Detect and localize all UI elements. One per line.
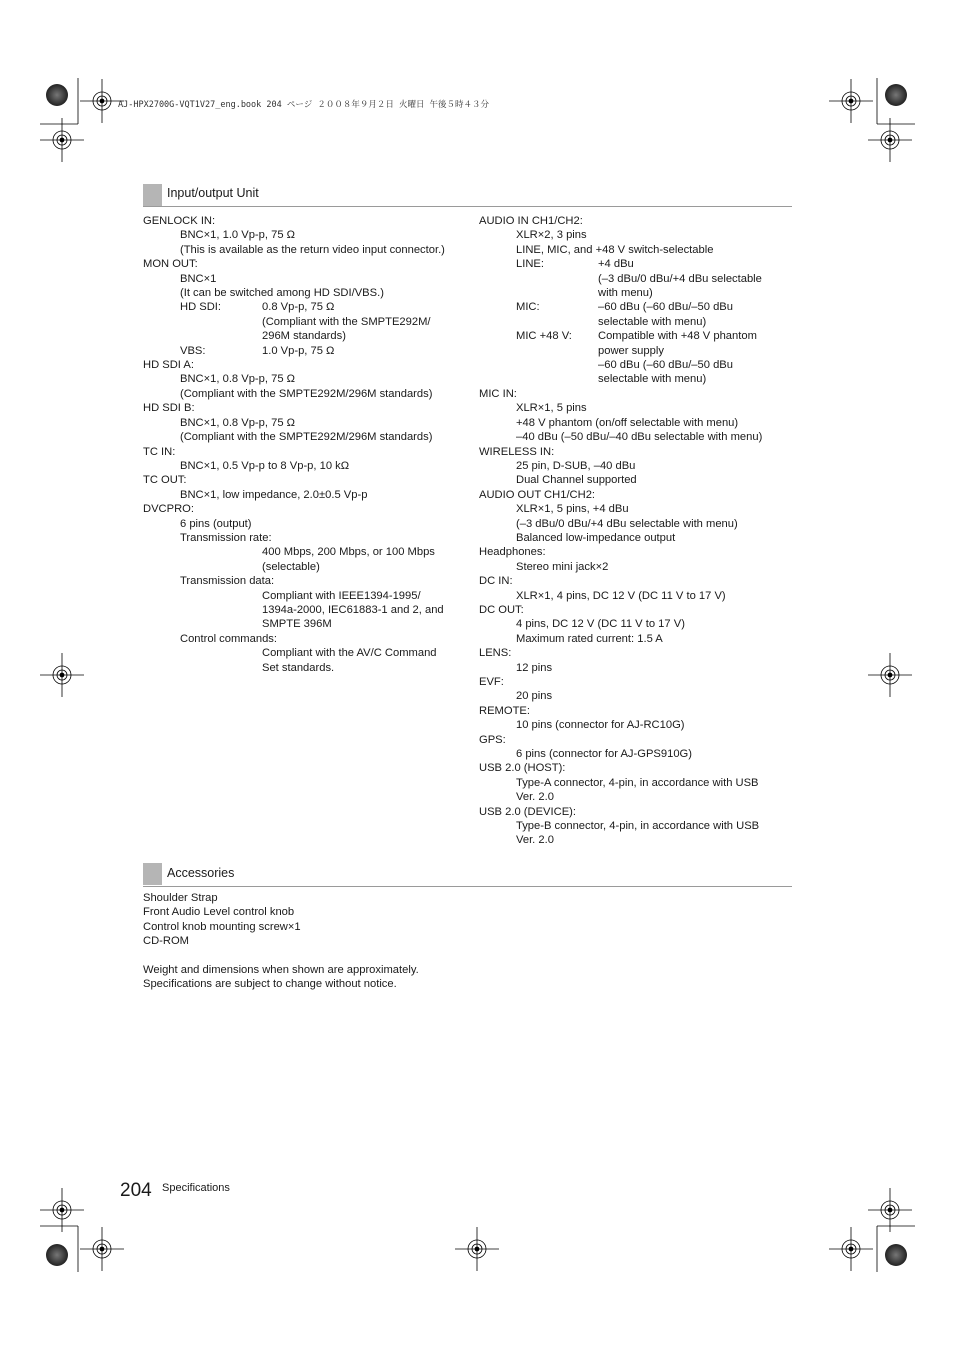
color-target-icon: [885, 84, 907, 106]
spec-subvalue-line: +4 dBu: [598, 258, 634, 271]
spec-heading: LENS:: [479, 647, 512, 660]
spec-value: BNC×1, 0.5 Vp-p to 8 Vp-p, 10 kΩ: [180, 459, 350, 472]
spec-sublabel: MIC:: [516, 301, 540, 314]
spec-value: +48 V phantom (on/off selectable with menu): [516, 416, 739, 429]
spec-heading: EVF:: [479, 676, 504, 688]
print-header: AJ-HPX2700G-VQT1V27_eng.book 204 ページ ２００８年９月２日 火曜日 午後５時４３分: [118, 100, 490, 110]
spec-heading: MON OUT:: [143, 258, 198, 271]
spec-subvalue-line: selectable with menu): [598, 373, 707, 386]
trim-lines: [40, 78, 915, 1272]
spec-heading: WIRELESS IN:: [479, 445, 555, 458]
spec-subvalue-line: Compatible with +48 V phantom: [598, 330, 757, 343]
spec-value: 4 pins, DC 12 V (DC 11 V to 17 V): [516, 618, 685, 631]
accessory-line: Front Audio Level control knob: [143, 906, 295, 919]
spec-value: Ver. 2.0: [516, 834, 554, 847]
spec-heading: GPS:: [479, 733, 506, 746]
spec-value: BNC×1: [180, 272, 217, 285]
spec-value: 6 pins (output): [180, 517, 252, 530]
spec-subvalue-line: power supply: [598, 344, 664, 357]
spec-subvalue-line: 1.0 Vp-p, 75 Ω: [262, 344, 335, 357]
spec-value: XLR×2, 3 pins: [516, 229, 587, 242]
color-target-icon: [885, 1244, 907, 1266]
spec-value: 20 pins: [516, 690, 553, 703]
spec-subvalue-line: (selectable): [262, 560, 320, 573]
spec-heading: REMOTE:: [479, 704, 530, 717]
spec-value: XLR×1, 4 pins, DC 12 V (DC 11 V to 17 V): [516, 589, 726, 602]
spec-subvalue-line: selectable with menu): [598, 315, 707, 328]
spec-value: BNC×1, low impedance, 2.0±0.5 Vp-p: [180, 488, 368, 501]
spec-heading: MIC IN:: [479, 387, 517, 400]
spec-value: 12 pins: [516, 661, 553, 674]
spec-heading: AUDIO OUT CH1/CH2:: [479, 488, 596, 501]
spec-value: Stereo mini jack×2: [516, 560, 609, 573]
spec-heading: DC IN:: [479, 575, 513, 588]
accessory-line: CD-ROM: [143, 935, 189, 948]
section-title-io: Input/output Unit: [167, 186, 259, 200]
spec-value: (Compliant with the SMPTE292M/296M standards): [180, 387, 433, 400]
spec-heading: GENLOCK IN:: [143, 215, 216, 227]
spec-heading: AUDIO IN CH1/CH2:: [479, 215, 583, 227]
spec-heading: DC OUT:: [479, 603, 524, 616]
spec-subvalue-line: 400 Mbps, 200 Mbps, or 100 Mbps: [262, 546, 435, 559]
spec-value: LINE, MIC, and +48 V switch-selectable: [516, 243, 714, 256]
spec-value: Transmission data:: [180, 575, 275, 588]
spec-value: BNC×1, 0.8 Vp-p, 75 Ω: [180, 416, 296, 429]
spec-value: (–3 dBu/0 dBu/+4 dBu selectable with menu): [516, 517, 738, 530]
spec-value: Dual Channel supported: [516, 474, 637, 487]
spec-subvalue-line: SMPTE 396M: [262, 618, 332, 631]
spec-value: –40 dBu (–50 dBu/–40 dBu selectable with menu): [516, 431, 763, 444]
spec-value: Type-B connector, 4-pin, in accordance with USB: [516, 820, 760, 833]
spec-value: Maximum rated current: 1.5 A: [516, 632, 663, 645]
spec-value: BNC×1, 0.8 Vp-p, 75 Ω: [180, 373, 296, 386]
spec-heading: USB 2.0 (HOST):: [479, 762, 566, 775]
spec-value: 6 pins (connector for AJ-GPS910G): [516, 748, 692, 761]
spec-sublabel: MIC +48 V:: [516, 330, 572, 343]
spec-value: Control commands:: [180, 632, 277, 645]
spec-subvalue-line: (–3 dBu/0 dBu/+4 dBu selectable: [598, 272, 762, 285]
accessory-line: Weight and dimensions when shown are approximately.: [143, 964, 419, 977]
spec-value: Transmission rate:: [180, 531, 272, 544]
spec-value: Type-A connector, 4-pin, in accordance with USB: [516, 776, 759, 789]
registration-mark-icon: [40, 118, 84, 162]
spec-sublabel: VBS:: [180, 344, 206, 357]
spec-heading: TC OUT:: [143, 474, 187, 487]
page-number: 204: [120, 1180, 152, 1201]
spec-value: XLR×1, 5 pins: [516, 402, 587, 415]
spec-subvalue-line: 1394a-2000, IEC61883-1 and 2, and: [262, 603, 444, 616]
spec-heading: HD SDI B:: [143, 402, 195, 415]
spec-heading: TC IN:: [143, 445, 176, 458]
spec-sublabel: LINE:: [516, 258, 544, 271]
spec-subvalue-line: Set standards.: [262, 661, 335, 674]
spec-heading: Headphones:: [479, 546, 546, 559]
registration-mark-icon: [868, 118, 912, 162]
spec-value: Ver. 2.0: [516, 791, 554, 804]
spec-heading: HD SDI A:: [143, 359, 194, 372]
spec-subvalue-line: 296M standards): [262, 330, 346, 343]
spec-value: BNC×1, 1.0 Vp-p, 75 Ω: [180, 229, 296, 242]
spec-subvalue-line: 0.8 Vp-p, 75 Ω: [262, 301, 335, 314]
spec-subvalue-line: Compliant with the AV/C Command: [262, 647, 437, 660]
spec-value: (Compliant with the SMPTE292M/296M standards): [180, 431, 433, 444]
accessory-line: Control knob mounting screw×1: [143, 920, 301, 933]
spec-sublabel: HD SDI:: [180, 301, 222, 314]
color-target-icon: [46, 1244, 68, 1266]
registration-mark-icon: [829, 1227, 873, 1271]
registration-mark-icon: [40, 1188, 84, 1232]
spec-value: XLR×1, 5 pins, +4 dBu: [516, 503, 629, 516]
spec-subvalue-line: Compliant with IEEE1394-1995/: [262, 589, 421, 602]
spec-subvalue-line: –60 dBu (–60 dBu/–50 dBu: [598, 359, 733, 372]
section-title-accessories: Accessories: [167, 866, 235, 880]
spec-subvalue-line: with menu): [598, 287, 653, 300]
spec-value: 10 pins (connector for AJ-RC10G): [516, 719, 685, 732]
page-footer-label: Specifications: [162, 1182, 230, 1194]
registration-mark-icon: [80, 79, 124, 123]
color-target-icon: [46, 84, 68, 106]
spec-subvalue-line: (Compliant with the SMPTE292M/: [262, 315, 431, 328]
spec-value: (It can be switched among HD SDI/VBS.): [180, 287, 384, 300]
spec-heading: DVCPRO:: [143, 503, 194, 516]
spec-value: Balanced low-impedance output: [516, 531, 676, 544]
accessory-line: Specifications are subject to change without notice.: [143, 978, 397, 991]
accessory-line: Shoulder Strap: [143, 892, 218, 904]
spec-value: 25 pin, D-SUB, –40 dBu: [516, 459, 636, 472]
spec-heading: USB 2.0 (DEVICE):: [479, 805, 576, 818]
spec-value: (This is available as the return video input connector.): [180, 243, 445, 256]
registration-mark-icon: [868, 1188, 912, 1232]
registration-mark-icon: [868, 653, 912, 697]
registration-mark-icon: [455, 1227, 499, 1271]
registration-mark-icon: [829, 79, 873, 123]
registration-mark-icon: [40, 653, 84, 697]
spec-subvalue-line: –60 dBu (–60 dBu/–50 dBu: [598, 301, 733, 314]
registration-mark-icon: [80, 1227, 124, 1271]
